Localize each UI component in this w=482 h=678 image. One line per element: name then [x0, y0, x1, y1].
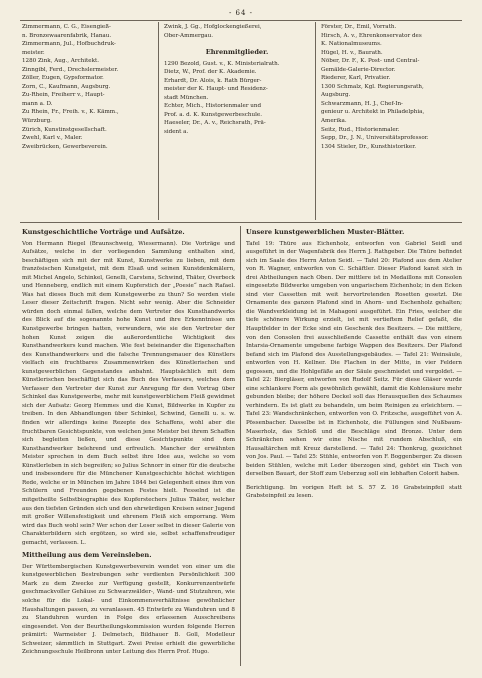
left-text-column: [22, 226, 235, 666]
member-entry: Würzburg.: [22, 118, 52, 125]
middle-rule: [20, 222, 462, 223]
art-talks-text: Von Hermann Riegel (Braunschweig, Wiesermann). Die Vorträge und Aufsätze, welche in der vorliegenden Sammlung enthalten sind, beschäftigen sich mit der mit Kunst, Kunstwerke zu lieben, mit dem französischen Kunstgeist, mit dem Elsaß und seinen Kunstdenkmälern, mit Michel Angelo, Schinkel, Genelli, Carstens, Schwind, Thäter, Overbeck und Henneberg, endlich mit einem Kupferstich der „Poesie“ nach Rafael. Was hat dieses Buch mit dem Kunstgewerbe zu thun? So werden viele Leser dieser Zeitschrift fragen. Nicht sehr wenig. Aber die Schneider würden doch einmal fallen, welche dem Vertreter des Kunsthandwerks des Blick auf die sogenannte hohe Kunst und ihre Erkenntnisse um Kunstgewerbe bringen hatten, verwundern, wie sie den Vertreter der hohen Kunst zeigen die außerordentliche Wichtigkeit des Kunsthandwerkers kund machen. Wie fest beieinander die Eigenschaften des Kunsthandwerkers und die falsche Trennungsmauer des Künstlers vielfach ein fruchtbares Zusammenwirken des Künstlerischen und kunstgewerblichen Gegenstandes anbahnt. Hauptsächlich mit dem Künstlerischen beschäftigt sich das Buch des Verfassers, welches dem Verfasser den Vertreter der Kunst zur Anregung für den Vortrag über Schinkel das Kunstgewerbe, mehr mit kunstgewerblichem Fleiß gewidmet sich der Aufsatz: Georg Hemmes und die Kunst, Bildwerke in Kupfer zu treiben. In den Abhandlungen über Schinkel, Schwind, Genelli u. s. w. finden wir allerdings keine Rezepte des Schaffens, wohl aber die fruchtbaren Gesichtspunkte, von welchen jene Meister bei ihrem Schaffen sich begleiten ließen, und diese Gesichtspunkte sind dem Kunsthandwerker belehrend und erfreulich. Mancher der erwähnten Meister sprechen in dem Buch selbst ihre Idee aus, welche so vom Künstlerleben in sich begreifen; so Julius Schnorr in einer für die deutsche und insbesondere für die Münchener Kunstgeschichte höchst wichtigen Rede, welche er in München im Jahre 1844 bei Gelegenheit eines ihm von Schülern und Freunden gegebenen Festes hielt. Fesselnd ist die mitgetheilte Selbstbiographie des Kupferstechers Julius Thäter, welcher aus den tiefsten Gründen sich und den ehrwürdigen Kreisen seiner Jugend mit großer Willensfestigkeit und ehrenem Fleiß sich emporrang. Wem wird das Buch wohl sein? Wer schon der Leser selbst in dieser Galerie von Charakterbildern sich ergötzen, so wird sie, selbst schaffensfreudiger gemacht, verlassen. L.: [22, 240, 235, 546]
member-entry: genieur u. Architekt in Philadelphia,: [321, 109, 425, 116]
member-entry: Haeseler, Dr., A. v., Reichsrath, Prä-: [164, 120, 266, 127]
member-entry: Hügel, H. v., Baurath.: [321, 49, 383, 56]
right-text-column: [246, 226, 462, 666]
member-entry: mann a. D.: [22, 100, 53, 107]
member-entry: Echter, Mich., Historienmaler und: [164, 103, 262, 110]
plates-text: Tafel 19: Thüre aus Eichenholz, entworfen von Gabriel Seidl und ausgeführt in der Wagenfabrik des Herrn J. Rathgeber. Die Thüre befindet sich im Saale des Herrn Anton Seidl. — Tafel 20: Plafond aus dem Atelier von R. Wagner, entworfen von C. Schäftler. Dieser Plafond kanst sich in drei Abtheilungen nach Oben. Der mittlere ist in Medaillons mit Consolen eingesetzte Bildwerke umgeben von ungarischem Eichenholz; in den Ecken sind vier Cassetten mit weit hervortretenden Rosetten gesetzt. Die Ornamente des ganzen Plafond sind in Ahorn- und Eschenholz gehalten; die Wandverkleidung ist in Mahagoni ausgeführt. Ein Fries, welcher die tiefe schönere Wirkung erzielt, ist mit vertieftem Relief gefaßt, die Hauptfelder in der Ecke sind ein Geschenk des Besitzers. — Die mittlere, von den Consolen frei ausschließende Cassette enthält das von einem Intarsia-Ornamente umgebene farbige Wappen des Besitzers. Der Plafond befand sich im Plafond des Ausstellungsgebäudes. — Tafel 21: Weinsäule, entworfen von H. Kellner. Die Flachen in der Mitte, in vier Feldern gegossen, und die Hohlgefäße an der Säule geschmiedet und vergoldet. — Tafel 22: Biergläser, entworfen von Rudolf Seitz. Für diese Gläser wurde eine schlankere Form als gewöhnlich gewählt, damit die Kohlensäure mehr gebunden bleibe; der höhere Deckel soll das Herausquellen des Schaumes verhindern. Es ist glatt zu behandeln, um beim Reinigen zu erleichtern. — Tafel 23: Wandschränkchen, entworfen von O. Fritzsche, ausgeführt von A. Pössenbacher. Dasselbe ist in Eichenholz, die Füllungen sind Nußbaum-Maserholz, das Schloß und die Beschläge sind Bronze. Unter dem Schränkchen sehen wir eine Nische mit rundem Abschluß, ein Hausaltärchen mit Kreuz darstellend. — Tafel 24: Thonkrug, gezeichnet von Jos. Paul. — Tafel 25: Stühle, entworfen von F. Boggenberger. Zu diesen beiden Stühlen, welche mit Leder überzogen sind, gehört ein Tisch von derselben Bauart, der Stoff zum Ueberzug soll ein lebhaften Colorit haben.: [246, 240, 462, 478]
members-column-1: [22, 23, 152, 151]
member-entry: Zweibrücken, Gewerbeverein.: [22, 143, 108, 150]
member-entry: 1304 Stieler, Dr., Kunsthistoriker.: [321, 143, 417, 150]
member-entry: 1280 Zink, Aug., Architekt.: [22, 58, 100, 65]
member-entry: Erhardt, Dr. Alois, k. Rath Bürger-: [164, 77, 262, 84]
member-entry: Amerika.: [321, 118, 347, 125]
member-entry: stadt München.: [164, 94, 209, 101]
member-entry: 1290 Bezold, Gust. v., K. Ministerialrath.: [164, 60, 280, 67]
member-entry: Ober-Ammergau.: [164, 32, 213, 39]
members-column-3: [321, 23, 463, 151]
member-entry: Zu Rhein, Fr., Freih. v., K. Kämm.,: [22, 109, 119, 116]
member-entry: Zimmermann, Jul., Hofbuchdruk-: [22, 41, 116, 48]
column-divider: [240, 226, 241, 666]
member-entry: meister der K. Haupt- und Residenz-: [164, 86, 268, 93]
member-entry: Riederer, Karl, Privatier.: [321, 75, 391, 82]
top-rule: [20, 20, 462, 21]
member-entry: Augsburg.: [321, 92, 351, 99]
member-entry: Zorn, C., Kaufmann, Augsburg.: [22, 83, 111, 90]
member-entry: Sepp, Dr., J. N., Universitätsprofessor.: [321, 135, 429, 142]
member-entry: Zu-Rhein, Freiherr v., Haupt-: [22, 92, 105, 99]
member-entry: Zwehl, Karl v., Maler.: [22, 135, 83, 142]
member-entry: Zinngibl, Ferd., Drechslermeister.: [22, 66, 119, 73]
member-entry: meister.: [22, 49, 45, 56]
member-entry: Prof. a. d. K. Kunstgewerbeschule.: [164, 111, 263, 118]
association-heading: Mittheilung aus dem Vereinsleben.: [22, 551, 152, 560]
column-divider: [315, 22, 316, 220]
member-entry: 1300 Schmalz, Kgl. Regierungsrath,: [321, 83, 424, 90]
member-entry: Zimmermann, C. G., Eisengieß-: [22, 24, 111, 30]
art-talks-heading: Kunstgeschichtliche Vorträge und Aufsätze.: [22, 228, 185, 236]
member-entry: Gemälde-Galerie-Director.: [321, 66, 396, 73]
member-entry: Hirsch, A. v., Ehrenkonservator des: [321, 32, 422, 39]
honorary-heading: Ehrenmitglieder.: [205, 48, 269, 57]
member-entry: Nöber, Dr. F., K. Post- und Central-: [321, 58, 420, 65]
page-number: - 64 -: [228, 9, 254, 17]
member-entry: Zwink, J. Gg., Hofglockengießerei,: [164, 24, 262, 30]
member-entry: Seitz, Rud., Historienmaler.: [321, 126, 400, 133]
member-entry: Schwarzmann, H. J., Chef-In-: [321, 100, 403, 107]
members-column-2: [164, 23, 310, 137]
plates-heading: Unsere kunstgewerblichen Muster-Blätter.: [246, 228, 405, 236]
member-entry: sident a.: [164, 129, 189, 136]
correction-note: Berichtigung. Im vorigen Heft ist S. 57 Z. 16 Grabsteinpfeil statt Grabsteinpfeil zu lesen.: [246, 484, 462, 500]
column-divider: [158, 22, 159, 220]
association-text: Der Württembergischen Kunstgewerbeverein wendet von einer um die kunstgewerblichen Bestrebungen sehr verdienten Persönlichkeit 300 Mark zu dem Zwecke zur Verfügung gestellt, Konkurrenzentwürfe geschmackvoller Gehäuse zu Schwarzwälder-, Wand- und Stutzuhren, wie solche für die Lokal- und Einkommensverhältnisse gewöhnlicher Haushaltungen passen, zu veranlassen. 45 Entwürfe zu Wanduhren und 8 zu Standuhren wurden in Folge des erlassenen Ausschreibens eingesendet. Von der Beurtheilungskommission wurden folgende Herren prämiirt: Warmeister J. Delmetsch, Bildhauer B. Goll, Modelleur Schweizer, sämmtlich in Stuttgart. Zwei Preise erhielt die gewerbliche Zeichnungsschule Heilbronn unter Leitung des Herrn Prof. Hugo.: [22, 563, 235, 656]
member-entry: K. Nationalmuseums.: [321, 41, 382, 48]
member-entry: Förster, Dr., Emil, Vorrath.: [321, 24, 397, 30]
member-entry: Zürich, Kunstinstgesellschaft.: [22, 126, 107, 133]
member-entry: Dietz, W., Prof. der K. Akademie.: [164, 69, 257, 76]
member-entry: n. Bronzewaarenfabrik, Hanau.: [22, 32, 112, 39]
member-entry: Zöller, Eugen, Gypsformator.: [22, 75, 104, 82]
